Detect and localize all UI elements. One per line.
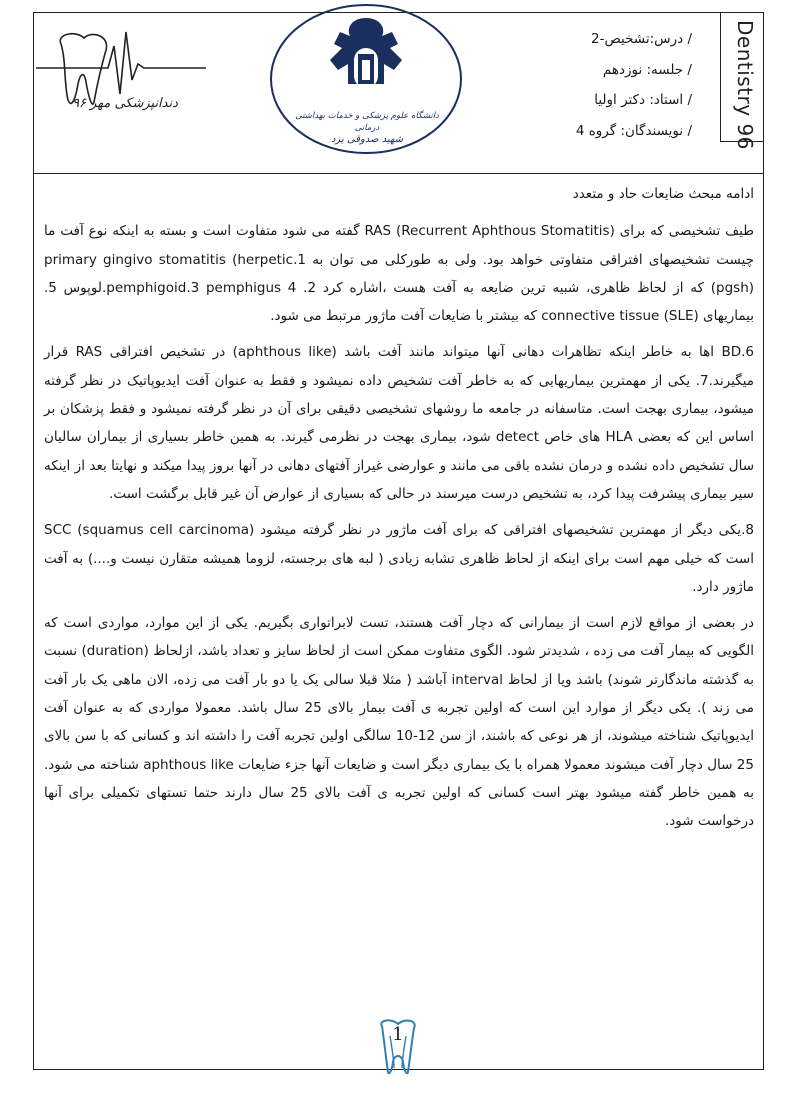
writers-line: / نویسندگان: گروه 4 [575,122,692,139]
paragraph-scc: 8.یکی دیگر از مهمترین تشخیصهای افتراقی که برای آفت ماژور در نظر گرفته میشود SCC (squamus cell carcinoma) است که خیلی مهم است برای اینکه از لحاظ ظاهری تشابه زیادی ( لبه های برجسته، لزوما همیشه متقارن نیست و....) به آفت ماژور دارد. [44,522,755,595]
emblem-line-university: دانشگاه علوم پزشکی و خدمات بهداشتی درمانی [295,111,439,133]
paragraph-behcet: 6.BD اها به خاطر اینکه تظاهرات دهانی آنها میتواند مانند آفت باشد (aphthous like) در تشخیص افتراقی RAS قرار میگیرند.7. یکی از مهمترین بیماریهایی که به خاطر آفت تشخیص داده نمیشود و فقط به عنوان آفت ایدیوپاتیک در نظر گرفته میشود، بیماری بهجت است. متاسفانه در جامعه ما روشهای تشخیصی دقیقی برای آن در نظر گرفته نمیشود و فقط پزشکان بر اساس این که بعضی HLA های خاص detect شود، بیماری بهجت در نظرمی گیرند. به همین خاطر بسیاری از بیماران سالیان سال تشخیص داده نشده و درمان نشده باقی می مانند و عوارضی غیراز آفتهای دهانی در آنها بروز پیدا میکند و نهایتا بعد از اینکه سیر بیماری پیشرفت پیدا کرد، به تشخیص درست میرسند در حالی که بسیاری از عوارض آن غیر قابل برگشت است. [44,344,755,502]
document-body [44,180,754,844]
emblem-line-city: شهید صدوقی یزد [330,134,404,145]
lecture-info [570,24,692,146]
emblem-caption [292,110,442,146]
section-lead: ادامه مبحث ضایعات حاد و متعدد [572,186,754,202]
brand-label: Dentistry 96 [733,20,757,150]
page-number: 1 [392,1024,404,1045]
session-line: / جلسه: نوزدهم [602,61,692,78]
dentistry-logo-text: دندانپزشکی مهر ۹۶ [72,96,178,111]
paragraph-lab-tests: در بعضی از مواقع لازم است از بیمارانی که دچار آفت هستند، تست لابراتواری بگیریم. یکی از این موارد، مواردی است که الگویی که بیمار آفت می زده ، شدیدتر شود. الگوی متفاوت ممکن است از لحاظ سایز و تعداد باشد، ازلحاظ (duration) نسبت به گذشته ماندگارتر شوند) باشد ویا از لحاظ interval آباشد ( مثلا قبلا سالی یک یا دو بار آفت می زده، الان ماهی یک بار آفت می زند ). یکی دیگر از موارد این است که اولین تجربه ی آفت بیمار بالای 25 سال باشد. معمولا مواردی که به عنوان آفت ایدیوپاتیک شناخته میشوند، از هر نوعی که باشند، از سن 12-10 سالگی اولین تجربه آفت را داشته اند و کسانی که با سن بالای 25 سال دچار آفت میشوند معمولا همراه با یک بیماری دیگر است و ضایعات آنها جزء ضایعات aphthous like شناخته می شود. به همین خاطر گفته میشود بهتر است کسانی که اولین تجربه ی آفت بالای 25 سال دارند حتما تستهای تکمیلی برای آنها درخواست شود. [44,615,754,830]
paragraph-differential-diagnosis: طیف تشخیصی که برای RAS (Recurrent Aphthous Stomatitis) گفته می شود متفاوت است و بسته به اینکه نوع آفت ما چیست تشخیصهای افتراقی متفاوتی خواهد بود. ولی به طورکلی می توان به 1.primary gingivo stomatitis (herpetic (pgsh) که از لحاظ ظاهری، شبیه ترین ضایعه به آفت هست ،اشاره کرد 2. pemphigoid.3 pemphigus 4.لوپوس 5. بیماریهای (SLE) connective tissue که بیشتر با ضایعات آفت ماژور مرتبط می شود. [44,223,755,325]
course-line: / درس:تشخیص-2 [591,31,692,47]
teacher-line: / استاد: دکتر اولیا [594,92,692,108]
